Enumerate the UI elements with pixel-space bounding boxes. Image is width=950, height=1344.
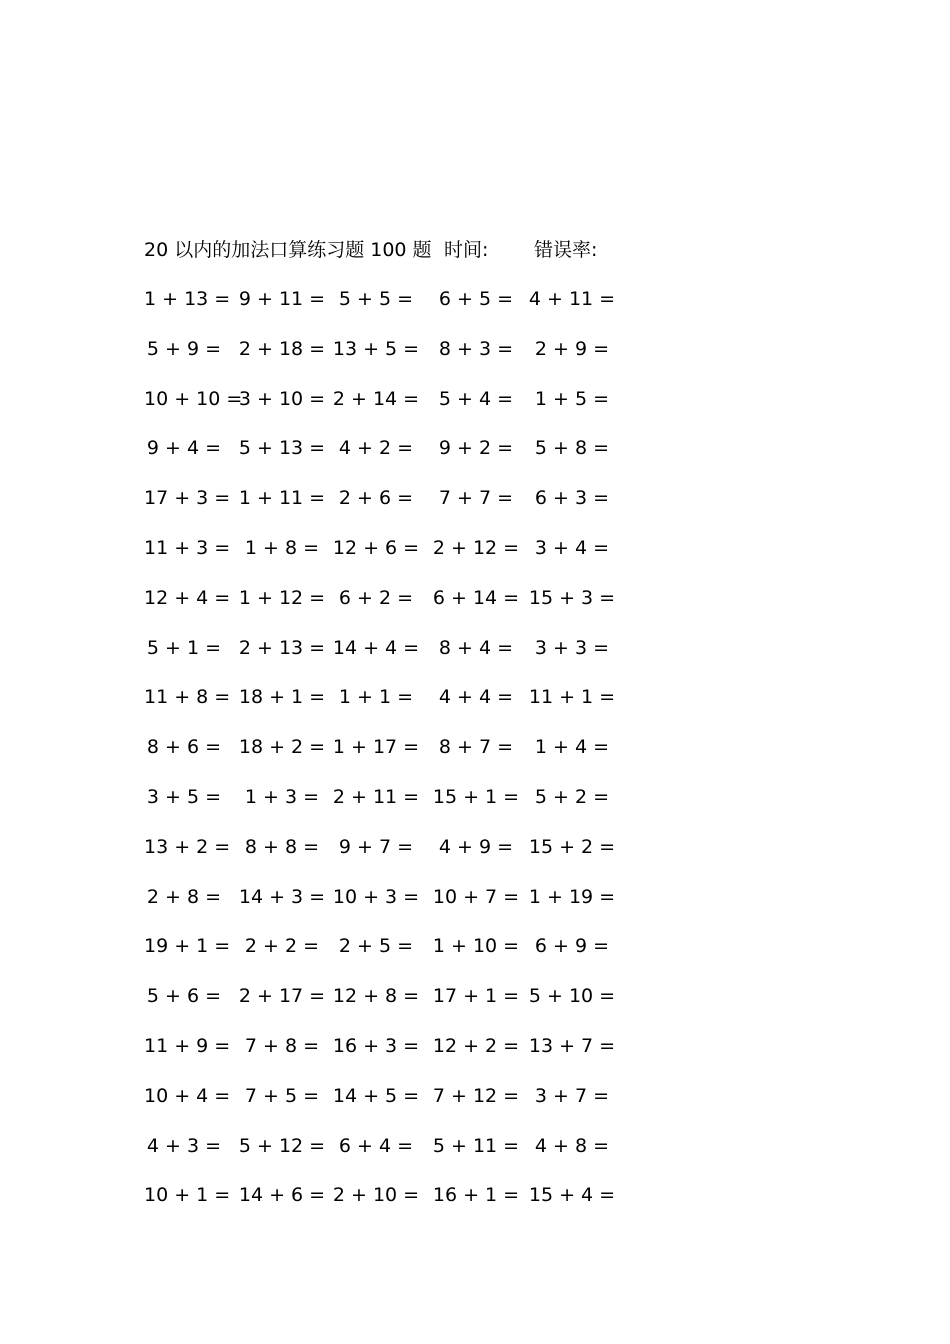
addition-problem: 2 + 6 =	[338, 487, 414, 510]
addition-problem: 15 + 4 =	[528, 1184, 616, 1207]
problem-row	[144, 1082, 664, 1132]
error-rate-label: 错误率:	[534, 239, 598, 261]
addition-problem: 6 + 2 =	[338, 586, 414, 609]
addition-problem: 6 + 4 =	[338, 1134, 414, 1157]
problem-row	[144, 833, 664, 883]
addition-problem: 5 + 6 =	[146, 985, 222, 1008]
addition-problem: 19 + 1 =	[144, 935, 231, 958]
problem-row	[144, 634, 664, 684]
addition-problem: 10 + 4 =	[144, 1084, 231, 1107]
addition-problem: 12 + 2 =	[432, 1034, 520, 1057]
addition-problem: 1 + 8 =	[244, 536, 320, 559]
worksheet-title: 20 以内的加法口算练习题 100 题	[144, 239, 432, 261]
addition-problem: 1 + 11 =	[238, 487, 326, 510]
problem-grid	[144, 285, 664, 1231]
addition-problem: 10 + 7 =	[432, 885, 520, 908]
problem-row	[144, 783, 664, 833]
addition-problem: 14 + 3 =	[238, 885, 326, 908]
problem-row	[144, 484, 664, 534]
addition-problem: 9 + 7 =	[338, 835, 414, 858]
addition-problem: 3 + 3 =	[534, 636, 610, 659]
addition-problem: 1 + 12 =	[238, 586, 326, 609]
addition-problem: 4 + 3 =	[146, 1134, 222, 1157]
addition-problem: 8 + 3 =	[438, 337, 514, 360]
problem-row	[144, 584, 664, 634]
problem-row	[144, 335, 664, 385]
addition-problem: 18 + 1 =	[238, 686, 326, 709]
addition-problem: 1 + 19 =	[528, 885, 616, 908]
addition-problem: 14 + 4 =	[332, 636, 420, 659]
problem-row	[144, 1181, 664, 1231]
addition-problem: 3 + 5 =	[146, 785, 222, 808]
addition-problem: 5 + 12 =	[238, 1134, 326, 1157]
addition-problem: 4 + 4 =	[438, 686, 514, 709]
problem-row	[144, 683, 664, 733]
addition-problem: 18 + 2 =	[238, 736, 326, 759]
addition-problem: 14 + 6 =	[238, 1184, 326, 1207]
addition-problem: 5 + 9 =	[146, 337, 222, 360]
addition-problem: 2 + 11 =	[332, 785, 420, 808]
addition-problem: 11 + 9 =	[144, 1034, 231, 1057]
addition-problem: 13 + 2 =	[144, 835, 231, 858]
addition-problem: 17 + 1 =	[432, 985, 520, 1008]
problem-row	[144, 982, 664, 1032]
problem-row	[144, 434, 664, 484]
addition-problem: 12 + 4 =	[144, 586, 231, 609]
addition-problem: 6 + 14 =	[432, 586, 520, 609]
problem-row	[144, 385, 664, 435]
addition-problem: 10 + 1 =	[144, 1184, 231, 1207]
addition-problem: 7 + 8 =	[244, 1034, 320, 1057]
addition-problem: 6 + 5 =	[438, 288, 514, 310]
problem-row	[144, 883, 664, 933]
addition-problem: 5 + 2 =	[534, 785, 610, 808]
addition-problem: 12 + 6 =	[332, 536, 420, 559]
problem-row	[144, 534, 664, 584]
addition-problem: 14 + 5 =	[332, 1084, 420, 1107]
addition-problem: 9 + 4 =	[146, 437, 222, 460]
addition-problem: 9 + 2 =	[438, 437, 514, 460]
addition-problem: 3 + 10 =	[238, 387, 326, 410]
addition-problem: 3 + 7 =	[534, 1084, 610, 1107]
addition-problem: 5 + 8 =	[534, 437, 610, 460]
addition-problem: 16 + 3 =	[332, 1034, 420, 1057]
addition-problem: 2 + 12 =	[432, 536, 520, 559]
addition-problem: 8 + 6 =	[146, 736, 222, 759]
addition-problem: 2 + 8 =	[146, 885, 222, 908]
addition-problem: 7 + 5 =	[244, 1084, 320, 1107]
addition-problem: 8 + 4 =	[438, 636, 514, 659]
addition-problem: 2 + 14 =	[332, 387, 420, 410]
problem-row	[144, 285, 664, 335]
problem-row	[144, 932, 664, 982]
problem-row	[144, 1132, 664, 1182]
addition-problem: 4 + 11 =	[528, 288, 616, 310]
addition-problem: 2 + 9 =	[534, 337, 610, 360]
addition-problem: 6 + 3 =	[534, 487, 610, 510]
addition-problem: 8 + 7 =	[438, 736, 514, 759]
addition-problem: 1 + 1 =	[338, 686, 414, 709]
addition-problem: 10 + 3 =	[332, 885, 420, 908]
problem-row	[144, 1032, 664, 1082]
addition-problem: 2 + 18 =	[238, 337, 326, 360]
addition-problem: 4 + 8 =	[534, 1134, 610, 1157]
addition-problem: 5 + 10 =	[528, 985, 616, 1008]
addition-problem: 2 + 10 =	[332, 1184, 420, 1207]
addition-problem: 12 + 8 =	[332, 985, 420, 1008]
addition-problem: 7 + 12 =	[432, 1084, 520, 1107]
addition-problem: 9 + 11 =	[238, 288, 326, 310]
addition-problem: 15 + 3 =	[528, 586, 616, 609]
problem-row	[144, 733, 664, 783]
addition-problem: 8 + 8 =	[244, 835, 320, 858]
addition-problem: 7 + 7 =	[438, 487, 514, 510]
addition-problem: 11 + 3 =	[144, 536, 231, 559]
addition-problem: 5 + 4 =	[438, 387, 514, 410]
addition-problem: 5 + 13 =	[238, 437, 326, 460]
addition-problem: 2 + 13 =	[238, 636, 326, 659]
addition-problem: 11 + 8 =	[144, 686, 231, 709]
addition-problem: 5 + 1 =	[146, 636, 222, 659]
addition-problem: 1 + 3 =	[244, 785, 320, 808]
addition-problem: 1 + 17 =	[332, 736, 420, 759]
addition-problem: 1 + 4 =	[534, 736, 610, 759]
addition-problem: 16 + 1 =	[432, 1184, 520, 1207]
addition-problem: 17 + 3 =	[144, 487, 231, 510]
addition-problem: 3 + 4 =	[534, 536, 610, 559]
addition-problem: 5 + 11 =	[432, 1134, 520, 1157]
addition-problem: 2 + 17 =	[238, 985, 326, 1008]
addition-problem: 13 + 5 =	[332, 337, 420, 360]
addition-problem: 11 + 1 =	[528, 686, 616, 709]
addition-problem: 2 + 2 =	[244, 935, 320, 958]
addition-problem: 5 + 5 =	[338, 288, 414, 310]
addition-problem: 10 + 10 =	[144, 387, 243, 410]
addition-problem: 13 + 7 =	[528, 1034, 616, 1057]
addition-problem: 15 + 1 =	[432, 785, 520, 808]
addition-problem: 2 + 5 =	[338, 935, 414, 958]
addition-problem: 6 + 9 =	[534, 935, 610, 958]
time-label: 时间:	[444, 239, 489, 261]
addition-problem: 4 + 9 =	[438, 835, 514, 858]
addition-problem: 1 + 5 =	[534, 387, 610, 410]
addition-problem: 15 + 2 =	[528, 835, 616, 858]
addition-problem: 1 + 13 =	[144, 288, 231, 310]
addition-problem: 4 + 2 =	[338, 437, 414, 460]
addition-problem: 1 + 10 =	[432, 935, 520, 958]
